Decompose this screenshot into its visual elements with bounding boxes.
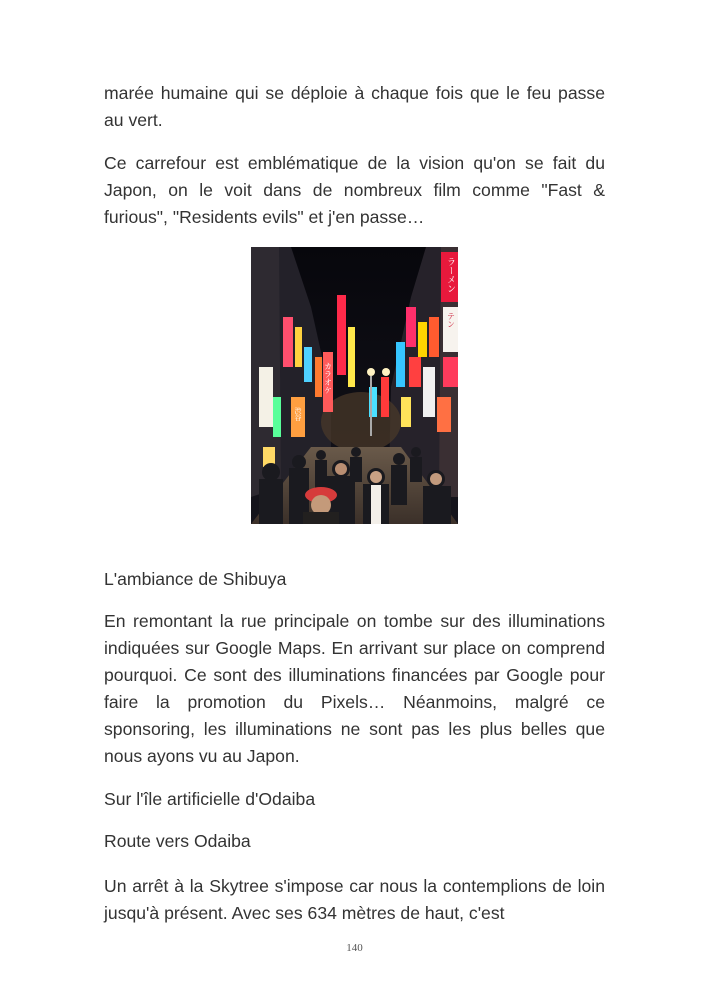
paragraph-skytree: Un arrêt à la Skytree s'impose car nous la contemplions de loin jusqu'à présent. Avec ses 634 mètres de haut, c'est (104, 876, 605, 923)
tenpo-sign: テン (446, 312, 456, 328)
heading-route-odaiba: Route vers Odaiba (104, 831, 251, 851)
ramen-sign: ラーメン (445, 257, 455, 293)
paragraph-crossing: Ce carrefour est emblématique de la vision qu'on se fait du Japon, on le voit dans de nombreux film comme "Fast & furious", "Residents evils" et j'en passe… (104, 153, 605, 227)
heading-shibuya-ambiance: L'ambiance de Shibuya (104, 569, 287, 589)
shibuya-sign: 渋谷 (294, 407, 302, 421)
paragraph-crowd: marée humaine qui se déploie à chaque fois que le feu passe au vert. (104, 83, 605, 130)
paragraph-illuminations: En remontant la rue principale on tombe sur des illuminations indiquées sur Google Maps. En arrivant sur place on comprend pourquoi. Ce sont des illuminations financées par Google pour faire la promotion du Pixels… Néanmoins, malgré ce sponsoring, les illuminations ne sont pas les plus belles que nous ayons vu au Japon. (104, 611, 605, 766)
karaoke-sign: カラオケ (323, 362, 333, 394)
page-number: 140 (346, 942, 363, 954)
heading-odaiba-island: Sur l'île artificielle d'Odaiba (104, 789, 316, 809)
shibuya-street-photo (251, 247, 458, 524)
